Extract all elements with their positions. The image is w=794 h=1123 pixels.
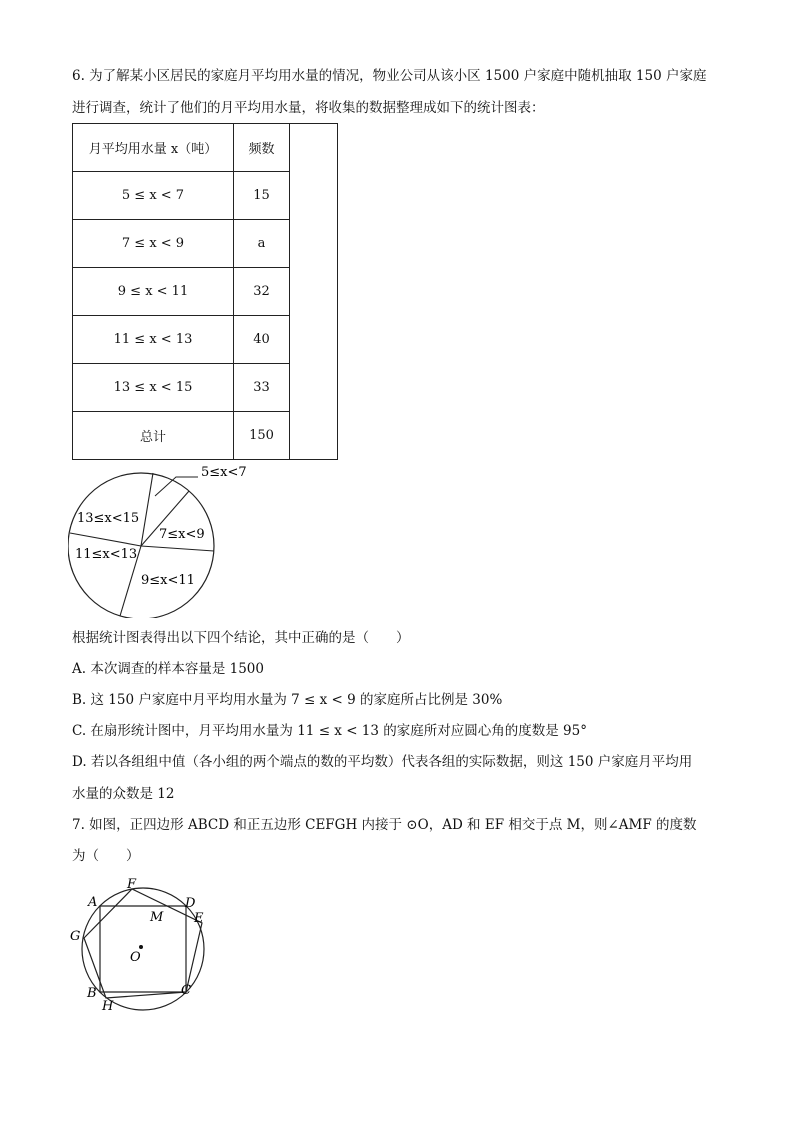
q7-stem-line1: 7. 如图，正四边形 ABCD 和正五边形 CEFGH 内接于 ⊙O，AD 和 EF 相交于点 M，则∠AMF 的度数 bbox=[72, 817, 697, 833]
pie-label-9-11: 9≤x<11 bbox=[141, 573, 195, 588]
table-cell-freq: a bbox=[234, 220, 290, 268]
table-cell-range: 9 ≤ x < 11 bbox=[73, 268, 234, 316]
pie-label-11-13: 11≤x<13 bbox=[75, 547, 138, 562]
q6-stem-line2: 进行调查，统计了他们的月平均用水量，将收集的数据整理成如下的统计图表： bbox=[72, 100, 545, 116]
table-cell-range: 7 ≤ x < 9 bbox=[73, 220, 234, 268]
table-blank-column bbox=[290, 124, 338, 460]
point-label-m: M bbox=[150, 910, 164, 925]
q7-stem-line2: 为（ ） bbox=[72, 848, 140, 864]
point-label-o: O bbox=[130, 950, 141, 965]
table-header-freq: 频数 bbox=[234, 124, 290, 172]
pie-label-5-7: 5≤x<7 bbox=[201, 465, 247, 480]
pie-label-13-15: 13≤x<15 bbox=[77, 511, 140, 526]
table-cell-range: 11 ≤ x < 13 bbox=[73, 316, 234, 364]
point-label-h: H bbox=[102, 999, 114, 1014]
table-cell-freq: 33 bbox=[234, 364, 290, 412]
center-point bbox=[139, 945, 143, 949]
circle-polygon-figure bbox=[64, 870, 244, 1020]
table-header-range: 月平均用水量 x（吨） bbox=[73, 124, 234, 172]
table-cell-total-value: 150 bbox=[234, 412, 290, 460]
table-cell-total-label: 总计 bbox=[73, 412, 234, 460]
table-cell-range: 13 ≤ x < 15 bbox=[73, 364, 234, 412]
pie-label-7-9: 7≤x<9 bbox=[159, 527, 205, 542]
point-label-f: F bbox=[127, 877, 137, 892]
point-label-d: D bbox=[185, 896, 196, 911]
q6-option-a: A. 本次调查的样本容量是 1500 bbox=[72, 661, 264, 677]
point-label-c: C bbox=[181, 983, 191, 998]
table-cell-freq: 15 bbox=[234, 172, 290, 220]
pie-sector-line bbox=[70, 533, 141, 546]
q6-option-b: B. 这 150 户家庭中月平均用水量为 7 ≤ x < 9 的家庭所占比例是 30% bbox=[72, 692, 503, 708]
pie-chart bbox=[68, 458, 268, 618]
pie-sector-line bbox=[141, 546, 214, 551]
frequency-table bbox=[72, 123, 338, 460]
table-header-row bbox=[73, 124, 338, 172]
point-label-e: E bbox=[194, 911, 204, 926]
table-cell-range: 5 ≤ x < 7 bbox=[73, 172, 234, 220]
point-label-a: A bbox=[88, 895, 98, 910]
q6-question: 根据统计图表得出以下四个结论，其中正确的是（ ） bbox=[72, 630, 410, 646]
point-label-b: B bbox=[87, 986, 97, 1001]
q6-option-d-line1: D. 若以各组组中值（各小组的两个端点的数的平均数）代表各组的实际数据，则这 150 户家庭月平均用 bbox=[72, 754, 693, 770]
point-label-g: G bbox=[70, 929, 81, 944]
table-cell-freq: 32 bbox=[234, 268, 290, 316]
q6-stem-line1: 6. 为了解某小区居民的家庭月平均用水量的情况，物业公司从该小区 1500 户家庭中随机抽取 150 户家庭 bbox=[72, 68, 707, 84]
square-abcd bbox=[100, 906, 186, 992]
q6-option-d-line2: 水量的众数是 12 bbox=[72, 786, 175, 802]
table-cell-freq: 40 bbox=[234, 316, 290, 364]
q6-option-c: C. 在扇形统计图中，月平均用水量为 11 ≤ x < 13 的家庭所对应圆心角的度数是 95° bbox=[72, 723, 587, 739]
